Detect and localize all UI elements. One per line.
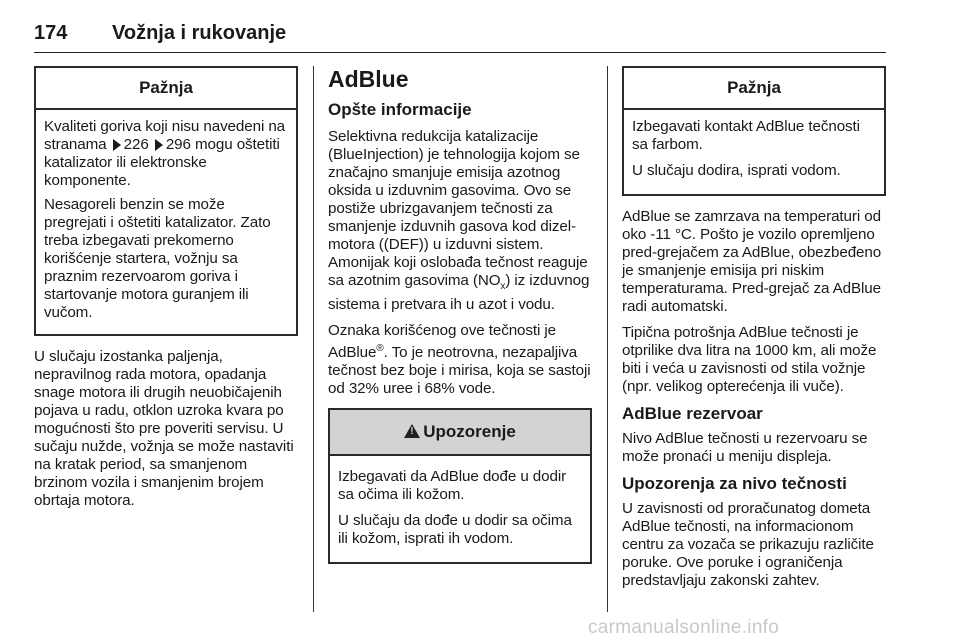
section-heading: AdBlue [328,66,409,92]
warning-text: U slučaju da dođe u dodir sa očima ili kožom, isprati ih vodom. [338,512,572,548]
body-paragraph: Selektivna redukcija katalizacije (BlueInjection) je tehnologija kojom se značajno smanjuje emisija azotnog oksida u izduvnim gasovima. Ovo se postiže ubrizgavanjem tečnosti za smanjenje izduvnih gasova kod dizel-motora ((DEF)) u izduvni sistem. Amonijak koji oslobađa tečnost reaguje sa azotnim gasovima $(NO_x)$ iz izduvnog sistema i pretvara ih u azot i vodu. [328,128,590,314]
page-ref-icon [113,139,121,151]
caution-box [622,66,886,196]
subsection-heading: Upozorenja za nivo tečnosti [622,474,847,493]
body-paragraph: Oznaka korišćenog ove tečnosti je AdBlue®. To je neotrovna, nezapaljiva tečnost bez boje i mirisa, koja se sastoji od 32% uree i 68% vode. [328,322,591,398]
caution-title: Pažnja [36,68,296,110]
warning-box [328,408,592,564]
column-divider [607,66,608,612]
caution-box [34,66,298,336]
body-paragraph: AdBlue se zamrzava na temperaturi od oko -11 °C. Pošto je vozilo opremljeno pred-grejačem za AdBlue, obezbeđeno je smanjenje emisija pri niskim temperaturama. Pred-grejač za AdBlue radi automatski. [622,208,882,315]
column-left [34,66,298,518]
column-divider [313,66,314,612]
page-ref-link[interactable]: 226 [123,136,149,153]
body-paragraph: U zavisnosti od proračunatog dometa AdBlue tečnosti, na informacionom centru za vozača se prikazuju različite poruke. Ove poruke i ograničenja predstavljaju zakonski zahtev. [622,500,874,589]
body-paragraph: Nivo AdBlue tečnosti u rezervoaru se može pronaći u meniju displeja. [622,430,868,465]
page-ref-icon [155,139,163,151]
column-middle [328,66,592,564]
body-paragraph: Tipična potrošnja AdBlue tečnosti je otprilike dva litra na 1000 km, ali može biti i veća u zavisnosti od stila vožnje (npr. velikog opterećenja ili vuče). [622,324,877,395]
watermark: carmanualsonline.info [588,617,780,638]
caution-text: Nesagoreli benzin se može pregrejati i oštetiti katalizator. Zato treba izbegavati prekomerno korišćenje startera, vožnju sa praznim rezervoarom goriva i startovanje motora guranjem ili vučom. [44,196,271,321]
body-paragraph: U slučaju izostanka paljenja, nepravilnog rada motora, opadanja snage motora ili drugih neuobičajenih pojava u radu, otklon uzroka kvara po mogućnosti što pre poveriti servisu. U sučaju nužde, vožnja se može nastaviti na kratak period, sa smanjenom brzinom vozila i smanjenim brojem obrtaja motora. [34,348,294,509]
page-title: Vožnja i rukovanje [112,22,287,44]
caution-text: Kvaliteti goriva koji nisu navedeni na stranama 226 296 mogu oštetiti katalizator ili elektronske komponente. [44,118,286,189]
warning-triangle-icon [404,424,420,438]
warning-title: !Upozorenje [330,410,590,456]
page-ref-link[interactable]: 296 [165,136,191,153]
subsection-heading: Opšte informacije [328,100,472,119]
page-number: 174 [34,22,68,44]
column-right [622,66,886,598]
caution-text: U slučaju dodira, isprati vodom. [632,162,841,179]
caution-title: Pažnja [624,68,884,110]
caution-text: Izbegavati kontakt AdBlue tečnosti sa farbom. [632,118,860,153]
subsection-heading: AdBlue rezervoar [622,404,763,423]
warning-text: Izbegavati da AdBlue dođe u dodir sa očima ili kožom. [338,468,567,504]
page-header [34,22,886,53]
